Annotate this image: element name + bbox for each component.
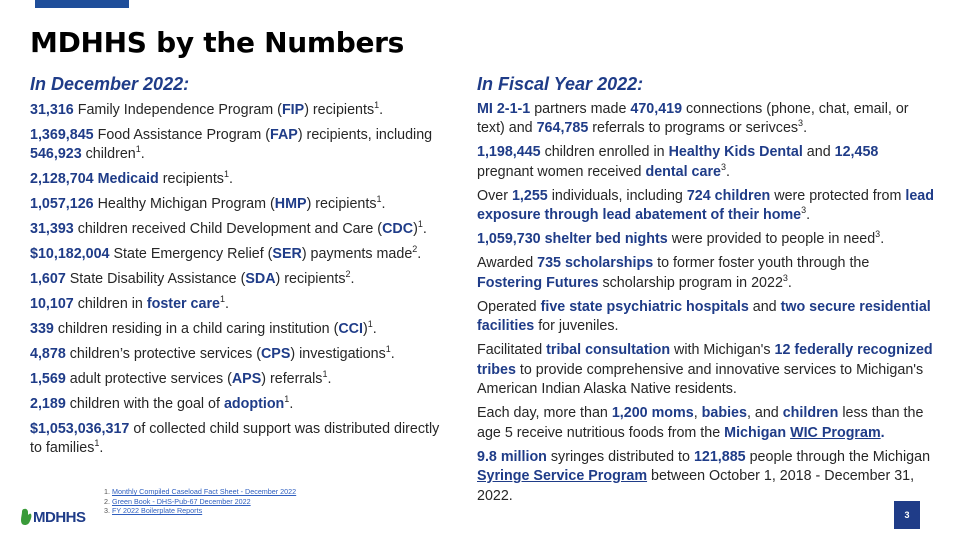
december-fact-item: 339 children residing in a child caring institution (CCI)$^1$.	[30, 319, 377, 337]
december-fact-item: $1,053,036,317 of collected child support was distributed directly to families$^1$.	[30, 421, 440, 456]
fact-shelter-bed-nights: 1,059,730 shelter bed nights were provided to people in need$^3$.	[477, 229, 885, 247]
december-fact-item: 1,607 State Disability Assistance (SDA) recipients$^2$.	[30, 269, 355, 287]
december-fact-item: 31,316 Family Independence Program (FIP) recipients$^1$.	[30, 100, 384, 118]
page-number: 3	[894, 501, 920, 529]
fact-syringe-service: 9.8 million syringes distributed to 121,885 people through the Michigan Syringe Service Program between October 1, 2018 - December 31, 2022.	[477, 448, 931, 504]
december-fact-item: 4,878 children’s protective services (CPS) investigations$^1$.	[30, 344, 395, 362]
december-2022-heading: In December 2022:	[30, 74, 190, 94]
footnote-2-link[interactable]: Green Book - DHS-Pub-67 December 2022	[112, 496, 251, 506]
december-2022-column	[30, 74, 450, 458]
logo-text: MDHHS	[33, 508, 86, 526]
footnote-1-link[interactable]: Monthly Compiled Caseload Fact Sheet - December 2022	[112, 487, 297, 496]
december-fact-item: $10,182,004 State Emergency Relief (SER) payments made$^2$.	[30, 244, 422, 262]
december-fact-item: 31,393 children received Child Development and Care (CDC)$^1$.	[30, 219, 427, 237]
footnote-3-link[interactable]: FY 2022 Boilerplate Reports	[112, 506, 203, 515]
footnote-3: 3. FY 2022 Boilerplate Reports	[104, 506, 203, 515]
footnote-1: 1. Monthly Compiled Caseload Fact Sheet - December 2022	[104, 487, 297, 496]
fact-wic-program: Each day, more than 1,200 moms, babies, and children less than the age 5 receive nutritious foods from the Michigan WIC Program.	[477, 405, 924, 441]
december-fact-item: 1,369,845 Food Assistance Program (FAP) recipients, including 546,923 children$^1$.	[30, 127, 433, 162]
top-accent-bar	[35, 0, 129, 8]
december-fact-item: 2,189 children with the goal of adoption$^1$.	[30, 394, 294, 412]
fact-psychiatric-hospitals: Operated five state psychiatric hospitals and two secure residential facilities for juveniles.	[477, 298, 931, 334]
december-fact-item: 10,107 children in foster care$^1$.	[30, 294, 229, 312]
december-fact-item: 1,057,126 Healthy Michigan Program (HMP) recipients$^1$.	[30, 194, 386, 212]
fact-tribal-consultation: Facilitated tribal consultation with Michigan's 12 federally recognized tribes to provide comprehensive and innovative services to Michigan's American Indian Alaska Native residents.	[477, 342, 933, 397]
footnote-2: 2. Green Book - DHS-Pub-67 December 2022	[104, 496, 251, 506]
december-facts-list	[30, 101, 450, 458]
fact-mi211: MI 2-1-1 partners made 470,419 connections (phone, chat, email, or text) and 764,785 referrals to programs or serivces$^3$.	[477, 100, 909, 136]
michigan-mitten-icon	[20, 508, 33, 526]
december-fact-item: 2,128,704 Medicaid recipients$^1$.	[30, 169, 233, 187]
page-title: MDHHS by the Numbers	[30, 26, 405, 59]
december-fact-item: 1,569 adult protective services (APS) referrals$^1$.	[30, 369, 332, 387]
mdhhs-logo	[20, 508, 86, 526]
footnotes	[104, 487, 296, 516]
fiscal-year-2022-column	[477, 74, 937, 506]
fact-healthy-kids-dental: 1,198,445 children enrolled in Healthy Kids Dental and 12,458 pregnant women received dental care$^3$.	[477, 144, 879, 180]
fact-lead-abatement: Over 1,255 individuals, including 724 children were protected from lead exposure through lead abatement of their home$^3$.	[477, 187, 934, 223]
fact-scholarships: Awarded 735 scholarships to former foster youth through the Fostering Futures scholarship program in 2022$^3$.	[477, 255, 870, 291]
fiscal-year-2022-heading: In Fiscal Year 2022:	[477, 74, 644, 94]
